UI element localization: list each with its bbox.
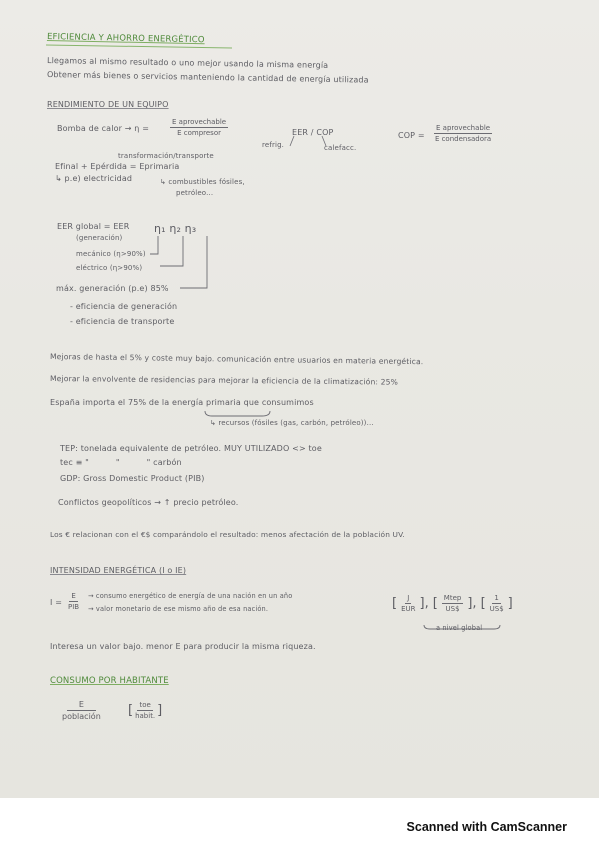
efinal-line: Efinal + Epérdida = Eprimaria <box>55 162 180 171</box>
relacion-line: Los € relacionan con el €$ comparándolo el resultado: menos afectación de la población UV. <box>50 530 405 539</box>
cop-denominator: E condensadora <box>434 135 492 143</box>
espana-line: España importa el 75% de la energía primaria que consumimos <box>50 398 314 407</box>
primaria-bracket <box>205 411 270 416</box>
cop-fraction <box>434 124 492 143</box>
eer-item-electrico: eléctrico (η>90%) <box>76 264 143 272</box>
eer-item-generacion: (generación) <box>76 234 123 242</box>
bomba-numerator: E aprovechable <box>172 118 227 126</box>
recursos-line: ↳ recursos (fósiles (gas, carbón, petróleo))... <box>210 419 374 427</box>
combustibles-line: ↳ combustibles fósiles, <box>160 178 245 186</box>
cop-label: COP = <box>398 131 425 140</box>
eer-cop-label: EER / COP <box>292 128 334 137</box>
bomba-fraction <box>170 118 228 137</box>
nivel-global: a nivel global <box>436 624 483 632</box>
intensidad-heading: INTENSIDAD ENERGÉTICA (I o IE) <box>50 566 187 575</box>
conflictos-line: Conflictos geopolíticos → ↑ precio petróleo. <box>58 498 239 507</box>
bomba-label: Bomba de calor → η = <box>57 124 150 133</box>
max-generacion: máx. generación (p.e) 85% <box>56 284 169 293</box>
intensidad-den: PIB <box>68 603 80 611</box>
consumo-fraction <box>62 700 101 721</box>
intensidad-fraction <box>68 592 79 611</box>
unit-2: $\frac{\text{Mtep}}{US\$}$ <box>443 594 462 613</box>
calefacc-label: calefacc. <box>324 144 357 152</box>
page-title: EFICIENCIA Y AHORRO ENERGÉTICO <box>46 32 205 46</box>
def-tec: tec ≡ " " " carbón <box>60 458 182 467</box>
intensidad-line-1: → consumo energético de energía de una nación en un año <box>88 592 293 600</box>
petroleo-line: petróleo... <box>176 189 214 197</box>
camscanner-watermark: Scanned with CamScanner <box>406 820 567 834</box>
mejoras-line-1: Mejoras de hasta el 5% y coste muy bajo. comunicación entre usuarios en materia energética. <box>49 352 424 367</box>
intro-line-1: Llegamos al mismo resultado o uno mejor usando la misma energía <box>46 56 329 70</box>
mejoras-line-2: Mejorar la envolvente de residencias para mejorar la eficiencia de la climatización: 25% <box>49 374 399 387</box>
cop-numerator: E aprovechable <box>436 124 491 132</box>
bullet-generacion: - eficiencia de generación <box>70 302 178 311</box>
bomba-denominator: E compresor <box>177 129 221 137</box>
intensidad-units: [ $\frac{J}{\text{EUR}}$ ], [ $\frac{\text{Mtep}}{US\$}$ ], [ $\frac{1}{US\$}$ ] <box>392 594 513 613</box>
unit-1: $\frac{J}{\text{EUR}}$ <box>401 594 416 613</box>
intensidad-i-label: I = <box>50 598 63 607</box>
consumo-den: población <box>62 712 101 721</box>
intensidad-line-2: → valor monetario de ese mismo año de esa nación. <box>88 605 269 613</box>
rendimiento-heading: RENDIMIENTO DE UN EQUIPO <box>47 100 169 109</box>
consumo-num: E <box>67 700 96 711</box>
arrow-eta3 <box>180 236 207 288</box>
def-tep: TEP: tonelada equivalente de petróleo. MUY UTILIZADO <> toe <box>60 444 322 453</box>
def-gdp: GDP: Gross Domestic Product (PIB) <box>60 474 205 483</box>
consumo-heading: CONSUMO POR HABITANTE <box>50 676 169 686</box>
eer-global-label: EER global = EER <box>57 222 130 231</box>
bullet-transporte: - eficiencia de transporte <box>70 317 175 326</box>
interesa-line: Interesa un valor bajo. menor E para producir la misma riqueza. <box>50 642 316 651</box>
arrow-eta2 <box>160 236 183 266</box>
arrow-eta1 <box>150 236 158 254</box>
eer-etas: η₁ η₂ η₃ <box>154 222 197 235</box>
title-underline <box>46 45 232 48</box>
intro-line-2: Obtener más bienes o servicios manteniendo la cantidad de energía utilizada <box>46 70 369 85</box>
unit-3: $\frac{1}{US\$}$ <box>489 594 504 613</box>
intensidad-num: E <box>71 592 76 600</box>
refrig-label: refrig. <box>262 141 285 149</box>
eer-item-mecanico: mecánico (η>90%) <box>76 250 146 258</box>
consumo-unit: [ $\frac{\text{toe}}{\text{habit.}}$ ] <box>128 701 163 720</box>
epe-line: ↳ p.e) electricidad <box>55 174 133 183</box>
transf-note: transformación/transporte <box>118 152 214 160</box>
